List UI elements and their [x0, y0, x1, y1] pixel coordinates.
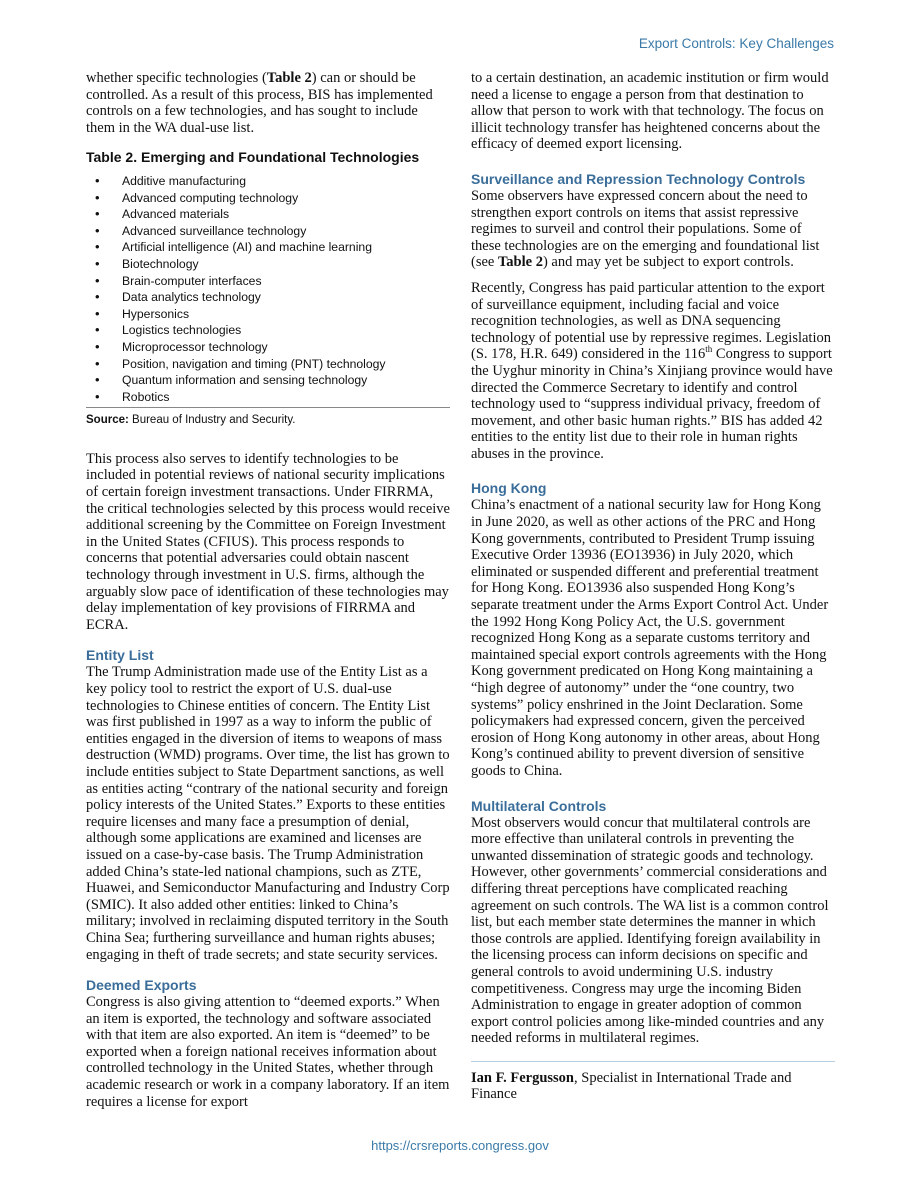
surveillance-heading: Surveillance and Repression Technology Controls [471, 170, 806, 187]
technology-list-item: • Position, navigation and timing (PNT) technology [86, 356, 450, 373]
multilateral-heading: Multilateral Controls [471, 797, 607, 814]
technology-list-item: • Robotics [86, 389, 450, 406]
technology-list [86, 173, 450, 405]
surveillance-paragraph: Some observers have expressed concern about the need to strengthen export controls on items that assist repressive regimes to surveil and control their populations. Some of these technologies are on the emerging and foundational list (see Table 2) and may yet be subject to export controls. [471, 187, 820, 271]
hong-kong-heading: Hong Kong [471, 480, 547, 497]
source-text: Bureau of Industry and Security. [128, 414, 296, 427]
running-header: Export Controls: Key Challenges [638, 36, 834, 51]
right-column [471, 70, 835, 1103]
technology-list-item: • Artificial intelligence (AI) and machine learning [86, 239, 450, 256]
technology-list-item: • Microprocessor technology [86, 339, 450, 356]
table-source [86, 407, 450, 429]
technology-list-item: • Logistics technologies [86, 322, 450, 339]
technology-list-item: • Data analytics technology [86, 289, 450, 306]
table-title: Table 2. Emerging and Foundational Technologies [86, 149, 420, 166]
technology-list-item: • Advanced materials [86, 206, 450, 223]
footer-url-link[interactable]: https://crsreports.congress.gov [371, 1138, 549, 1153]
technology-list-item: • Advanced surveillance technology [86, 223, 450, 240]
technology-list-item: • Quantum information and sensing technology [86, 372, 450, 389]
entity-list-paragraph: The Trump Administration made use of the Entity List as a key policy tool to restrict the export of U.S. dual-use technologies to Chinese entities of concern. The Entity List was first published in 1997 as a way to inform the public of entities engaged in the diversion of items to weapons of mass destruction (WMD) programs. Over time, the list has grown to include entities subject to State Department sanctions, as well as entities acting “contrary of the national security and foreign policy interests of the United States.” Exports to these entities require licenses and many face a presumption of denial, although some applications are examined and licenses are issued on a case-by-case basis. The Trump Administration added China’s state-led national champions, such as ZTE, Huawei, and Semiconductor Manufacturing and Industry Corp (SMIC). It also added other entities: linked to China’s military; involved in reclaiming disputed territory in the South China Sea; furthering surveillance and human rights abuses; engaging in theft of trade secrets; and state security services. [86, 664, 450, 963]
author-block [471, 1061, 835, 1103]
deemed-exports-paragraph: Congress is also giving attention to “deemed exports.” When an item is exported, the technology and software associated with that item are also exported. An item is “deemed” to be exported when a foreign national receives information about controlled technology in the United States, whether through academic research or work in a company laboratory. If an item requires a license for export [86, 994, 450, 1110]
intro-paragraph: whether specific technologies (Table 2) can or should be controlled. As a result of this process, BIS has implemented controls on a few technologies, and has sought to include them in the WA dual-use list. [86, 70, 433, 136]
author-title: , Specialist in International Trade and Finance [471, 1069, 792, 1103]
left-column [86, 70, 450, 1119]
deemed-exports-continued: to a certain destination, an academic institution or firm would need a license to engage a person from that destination to allow that person to work with that technology. The focus on illicit technology transfer has heightened concerns about the efficacy of deemed export licensing. [471, 70, 829, 153]
technology-list-item: • Hypersonics [86, 306, 450, 323]
technology-list-item: • Advanced computing technology [86, 190, 450, 207]
recent-congress-paragraph: Recently, Congress has paid particular attention to the export of surveillance equipment, including facial and voice recognition technologies, as well as DNA sequencing technology of potential use by repressive regimes. Legislation (S. 178, H.R. 649) considered in the 116th Congress to support the Uyghur minority in China’s Xinjiang province would have directed the Commerce Secretary to identify and control technology used to “suppress individual privacy, freedom of movement, and other basic human rights.” BIS has added 42 entities to the entity list due to their role in human rights abuses in the province. [471, 279, 833, 462]
source-label: Source: [86, 414, 129, 427]
technology-list-item: • Additive manufacturing [86, 173, 450, 190]
ordinal-suffix: th [705, 344, 713, 355]
technology-list-item: • Biotechnology [86, 256, 450, 273]
deemed-exports-heading: Deemed Exports [86, 977, 197, 994]
author-name: Ian F. Fergusson [471, 1069, 575, 1086]
process-paragraph: This process also serves to identify technologies to be included in potential reviews of national security implications of certain foreign investment transactions. Under FIRRMA, the critical technologies selected by this process would receive additional screening by the Committee on Foreign Investment in the United States (CFIUS). This process responds to concerns that potential adversaries could obtain nascent technology through investment in U.S. firms, although the arguably slow pace of identification of these technologies may delay implementation of key provisions of FIRRMA and ECRA. [86, 450, 450, 633]
hong-kong-paragraph: China’s enactment of a national security law for Hong Kong in June 2020, as well as other actions of the PRC and Hong Kong governments, contributed to President Trump issuing Executive Order 13936 (EO13936) in July 2020, which eliminated or suspended different and preferential treatment for Hong Kong. EO13936 also suspended Hong Kong’s separate treatment under the Arms Export Control Act. Under the 1992 Hong Kong Policy Act, the U.S. government recognized Hong Kong as a separate customs territory and maintained special export controls agreements with the Hong Kong government predicated on Hong Kong maintaining a “high degree of autonomy” under the “one country, two systems” policy enshrined in the Joint Declaration. Some policymakers had expressed concern, given the perceived erosion of Hong Kong autonomy in other areas, about Hong Kong’s continued ability to prevent diversion of sensitive goods to China. [471, 497, 829, 779]
technology-list-item: • Brain-computer interfaces [86, 273, 450, 290]
table-reference[interactable]: Table 2 [266, 70, 312, 86]
entity-list-heading: Entity List [86, 647, 154, 664]
multilateral-paragraph: Most observers would concur that multilateral controls are more effective than unilateral controls in preventing the unwanted dissemination of strategic goods and technology. However, other governments’ commercial considerations and differing threat perceptions have complicated reaching agreement on such controls. The WA list is a common control list, but each member state determines the manner in which those controls are applied. Identifying foreign availability in the licensing process can inform decisions on specific and general controls to avoid undermining U.S. industry competitiveness. Congress may urge the incoming Biden Administration to engage in greater adoption of common export control policies among like-minded countries and any needed reforms in multilateral regimes. [471, 814, 829, 1047]
table-reference[interactable]: Table 2 [497, 254, 543, 271]
